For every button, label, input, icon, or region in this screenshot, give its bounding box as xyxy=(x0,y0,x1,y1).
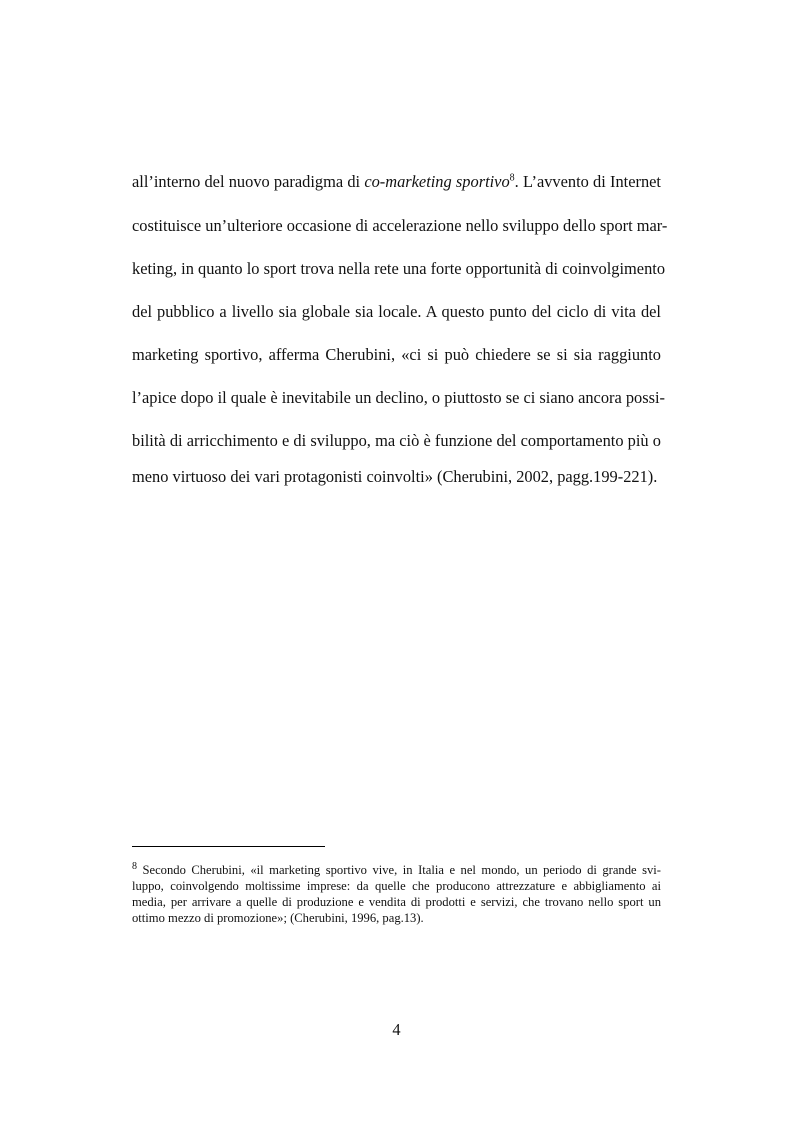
text-span: . L’avvento di Internet xyxy=(514,172,661,191)
footnote-line xyxy=(132,862,661,878)
text-line: meno virtuoso dei vari protagonisti coinvolti» (Cherubini, 2002, pagg.199-221). xyxy=(132,467,658,486)
text-line: keting, in quanto lo sport trova nella rete una forte opportunità di coinvolgimento xyxy=(132,259,666,278)
page-number: 4 xyxy=(392,1020,401,1039)
footnote-reference[interactable]: 8 xyxy=(509,172,515,184)
text-line: costituisce un’ulteriore occasione di accelerazione nello sviluppo dello sport mar- xyxy=(132,216,668,235)
footnote-line: media, per arrivare a quelle di produzione e vendita di prodotti e servizi, che trovano nello sport un xyxy=(132,895,661,909)
footnote-line: ottimo mezzo di promozione»; (Cherubini, 1996, pag.13). xyxy=(132,911,424,925)
text-line: bilità di arricchimento e di sviluppo, ma ciò è funzione del comportamento più o xyxy=(132,431,661,450)
italic-term: co-marketing sportivo xyxy=(364,172,510,191)
text-line: l’apice dopo il quale è inevitabile un declino, o piuttosto se ci siano ancora possi- xyxy=(132,388,666,407)
footnote-number: 8 xyxy=(132,860,137,872)
text-span: Secondo Cherubini, «il marketing sportivo vive, in Italia e nel mondo, un periodo di grande svi- xyxy=(137,863,661,877)
footnote-separator xyxy=(132,846,325,847)
text-line xyxy=(132,172,661,192)
text-span: all’interno del nuovo paradigma di xyxy=(132,172,365,191)
text-line: del pubblico a livello sia globale sia locale. A questo punto del ciclo di vita del xyxy=(132,302,661,321)
footnote-line: luppo, coinvolgendo moltissime imprese: da quelle che producono attrezzature e abbigliamento ai xyxy=(132,879,661,893)
text-line: marketing sportivo, afferma Cherubini, «ci si può chiedere se si sia raggiunto xyxy=(132,345,661,364)
